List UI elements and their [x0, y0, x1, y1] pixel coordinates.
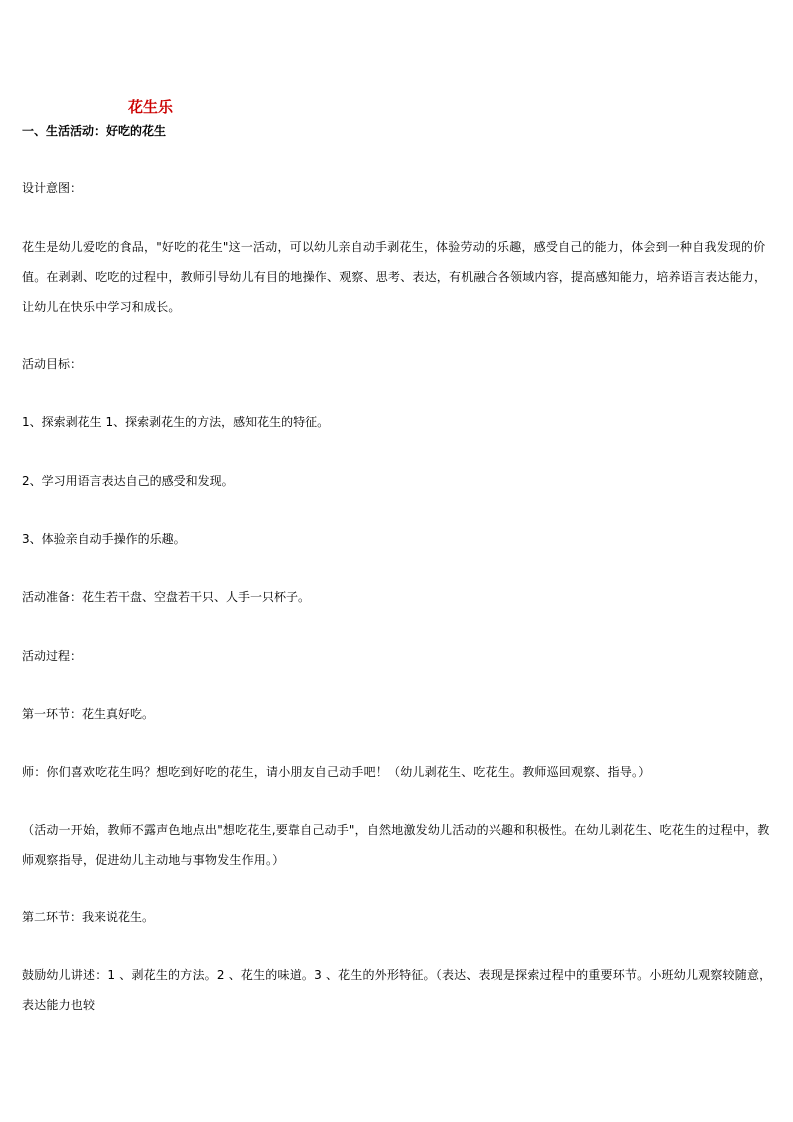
goal-2: 2、学习用语言表达自己的感受和发现。: [22, 474, 234, 488]
step-2-heading: 第二环节：我来说花生。: [22, 910, 155, 924]
activity-preparation: 活动准备：花生若干盘、空盘若干只、人手一只杯子。: [22, 590, 311, 604]
goal-3: 3、体验亲自动手操作的乐趣。: [22, 532, 186, 546]
encourage-paragraph: 鼓励幼儿讲述：1 、剥花生的方法。2 、花生的味道。3 、花生的外形特征。（表达、表现是探索过程中的重要环节。小班幼儿观察较随意，表达能力也较: [22, 968, 772, 1012]
teacher-dialogue: 师：你们喜欢吃花生吗？想吃到好吃的花生，请小朋友自己动手吧！（幼儿剥花生、吃花生。教师巡回观察、指导。）: [22, 765, 651, 779]
design-intent-paragraph: 花生是幼儿爱吃的食品，"好吃的花生"这一活动，可以幼儿亲自动手剥花生，体验劳动的乐趣，感受自己的能力，体会到一种自我发现的价值。在剥剥、吃吃的过程中，教师引导幼儿有目的地操作、观察、思考、表达，有机融合各领域内容，提高感知能力，培养语言表达能力，让幼儿在快乐中学习和成长。: [22, 240, 767, 314]
goals-label: 活动目标：: [22, 357, 83, 371]
process-label: 活动过程：: [22, 649, 83, 663]
design-intent-label: 设计意图：: [22, 181, 83, 195]
goal-1: 1、探索剥花生 1、探索剥花生的方法，感知花生的特征。: [22, 415, 330, 429]
step-1-note: （活动一开始，教师不露声色地点出"想吃花生,要靠自己动手"，自然地激发幼儿活动的兴趣和积极性。在幼儿剥花生、吃花生的过程中，教师观察指导，促进幼儿主动地与事物发生作用。）: [22, 823, 770, 867]
doc-title: 花生乐: [128, 98, 174, 116]
section-heading: 一、生活活动：好吃的花生: [22, 124, 167, 138]
step-1-heading: 第一环节：花生真好吃。: [22, 707, 155, 721]
